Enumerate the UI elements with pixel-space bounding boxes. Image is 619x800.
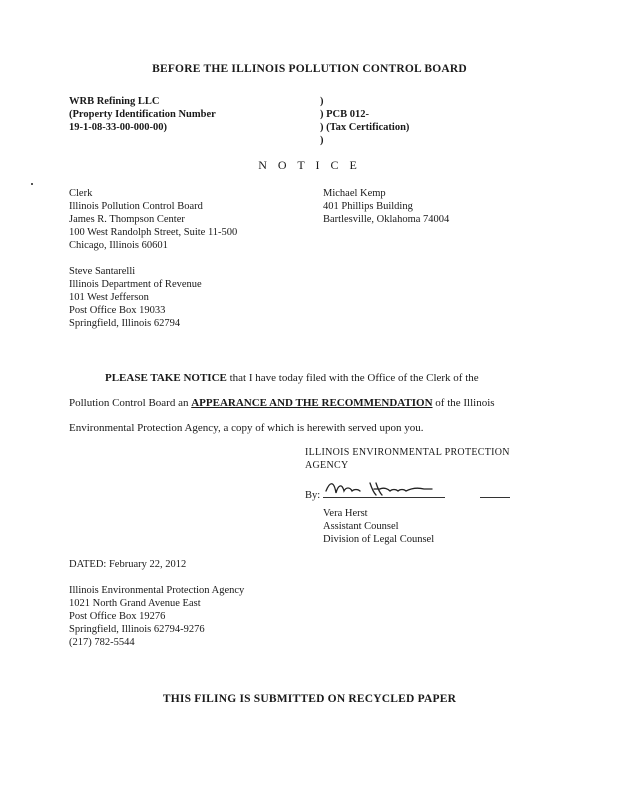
address-line: James R. Thompson Center — [69, 214, 185, 225]
address-line: Post Office Box 19276 — [69, 611, 166, 622]
filed-document-title: APPEARANCE AND THE RECOMMENDATION — [191, 397, 433, 409]
body-text: of the Illinois — [432, 397, 495, 409]
address-line: 1021 North Grand Avenue East — [69, 598, 201, 609]
caption-case — [320, 95, 409, 147]
address-line: Bartlesville, Oklahoma 74004 — [323, 214, 450, 225]
agency-name-line: AGENCY — [305, 460, 349, 471]
signatory-title: Assistant Counsel — [323, 521, 399, 532]
signature-line-extension — [480, 497, 510, 498]
notice-title: N O T I C E — [258, 158, 361, 172]
address-line: Clerk — [69, 188, 93, 199]
address-line: (217) 782-5544 — [69, 637, 135, 648]
document-heading: BEFORE THE ILLINOIS POLLUTION CONTROL BOARD — [152, 63, 467, 75]
caption-case-number: ) PCB 012- — [320, 109, 369, 120]
signatory-name: Vera Herst — [323, 508, 368, 519]
address-line: 100 West Randolph Street, Suite 11-500 — [69, 227, 238, 238]
caption-party-name: WRB Refining LLC — [69, 96, 160, 107]
signatory-division: Division of Legal Counsel — [323, 534, 435, 545]
agency-address — [69, 584, 244, 649]
address-line: Illinois Department of Revenue — [69, 279, 202, 290]
address-line: Springfield, Illinois 62794-9276 — [69, 624, 205, 635]
address-line: Post Office Box 19033 — [69, 305, 166, 316]
address-line: Illinois Environmental Protection Agency — [69, 585, 245, 596]
notice-body — [69, 372, 495, 447]
caption-case-type: ) (Tax Certification) — [320, 122, 410, 133]
by-label: By: — [305, 490, 321, 501]
address-line: 401 Phillips Building — [323, 201, 413, 212]
notice-lead: PLEASE TAKE NOTICE — [105, 372, 227, 384]
address-line: Illinois Pollution Control Board — [69, 201, 203, 212]
caption-parties — [69, 95, 216, 134]
caption-pin-number: 19-1-08-33-00-000-00) — [69, 122, 167, 133]
address-line: Springfield, Illinois 62794 — [69, 318, 181, 329]
signature-line — [323, 497, 445, 498]
agency-name-line: ILLINOIS ENVIRONMENTAL PROTECTION — [305, 447, 510, 458]
handwritten-signature — [320, 477, 450, 499]
address-line: Chicago, Illinois 60601 — [69, 240, 168, 251]
signatory — [323, 507, 434, 546]
body-line-1 — [69, 372, 495, 397]
dated-line: DATED: February 22, 2012 — [69, 559, 187, 570]
address-line: 101 West Jefferson — [69, 292, 149, 303]
body-text: Pollution Control Board an — [69, 397, 192, 409]
recipient-clerk — [69, 187, 237, 252]
scan-speck — [31, 183, 33, 185]
body-line-3: Environmental Protection Agency, a copy of which is herewith served upon you. — [69, 422, 424, 434]
body-line-2 — [69, 397, 495, 422]
recipient-santarelli — [69, 265, 202, 330]
agency-name — [305, 446, 510, 472]
caption-paren: ) — [320, 135, 324, 146]
body-text: that I have today filed with the Office of the Clerk of the — [226, 372, 479, 384]
caption-paren: ) — [320, 96, 324, 107]
recipient-kemp — [323, 187, 449, 226]
address-line: Steve Santarelli — [69, 266, 136, 277]
recycled-paper-footer: THIS FILING IS SUBMITTED ON RECYCLED PAPER — [162, 693, 457, 705]
address-line: Michael Kemp — [323, 188, 386, 199]
caption-pin-label: (Property Identification Number — [69, 109, 216, 120]
